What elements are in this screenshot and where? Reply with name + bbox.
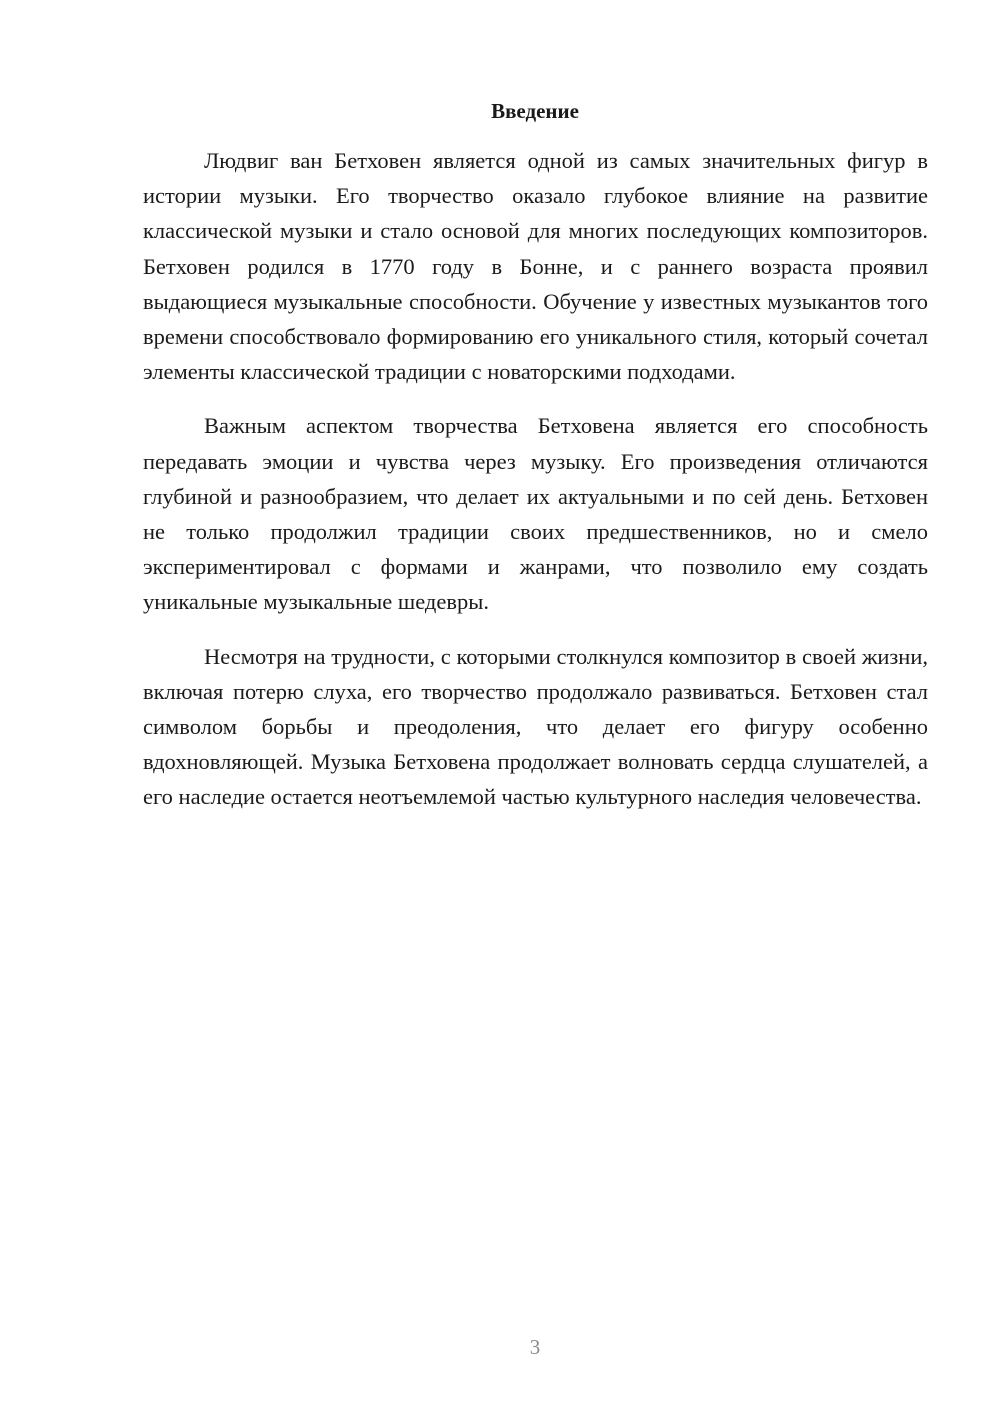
body-text [143, 143, 928, 815]
section-title: Введение [491, 99, 579, 123]
page-number: 3 [529, 1335, 541, 1359]
paragraph-2: Важным аспектом творчества Бетховена является его способность передавать эмоции и чувства через музыку. Его произведения отличаются глубиной и разнообразием, что делает их актуальными и по сей день. Бетховен не только продолжил традиции своих предшественников, но и смело экспериментировал с формами и жанрами, что позволило ему создать уникальные музыкальные шедевры. [143, 413, 928, 615]
paragraph-3: Несмотря на трудности, с которыми столкнулся композитор в своей жизни, включая потерю слуха, его творчество продолжало развиваться. Бетховен стал символом борьбы и преодоления, что делает его фигуру особенно вдохновляющей. Музыка Бетховена продолжает волновать сердца слушателей, а его наследие остается неотъемлемой частью культурного наследия человечества. [143, 643, 928, 810]
paragraph-1: Людвиг ван Бетховен является одной из самых значительных фигур в истории музыки. Его творчество оказало глубокое влияние на развитие классической музыки и стало основой для многих последующих композиторов. Бетховен родился в 1770 году в Бонне, и с раннего возраста проявил выдающиеся музыкальные способности. Обучение у известных музыкантов того времени способствовало формированию его уникального стиля, который сочетал элементы классической традиции с новаторскими подходами. [143, 148, 928, 385]
